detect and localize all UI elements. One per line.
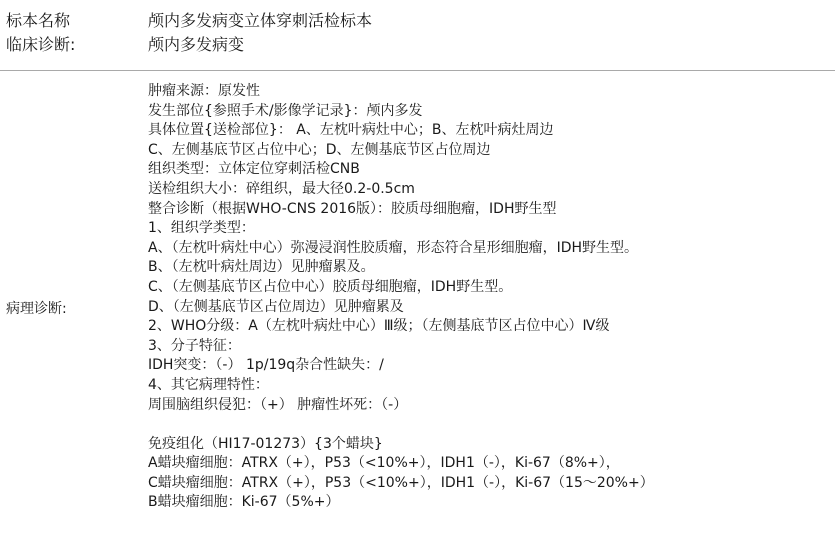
specimen-name-value: 颅内多发病变立体穿刺活检标本 — [148, 11, 373, 30]
diagnosis-line: D、（左侧基底节区占位周边）见肿瘤累及 — [148, 298, 404, 315]
diagnosis-line: 3、分子特征： — [148, 337, 241, 354]
diagnosis-line: 2、WHO分级：A（左枕叶病灶中心）Ⅲ级；（左侧基底节区占位中心）Ⅳ级 — [148, 318, 610, 335]
blank-line — [148, 415, 828, 435]
diagnosis-line: 4、其它病理特性： — [148, 376, 269, 393]
clinical-diagnosis-label: 临床诊断: — [6, 35, 76, 54]
clinical-diagnosis-value: 颅内多发病变 — [148, 35, 245, 54]
diagnosis-line: 整合诊断（根据WHO-CNS 2016版）：胶质母细胞瘤，IDH野生型 — [148, 200, 557, 217]
diagnosis-line: IDH突变：（-） 1p/19q杂合性缺失：/ — [148, 357, 384, 374]
diagnosis-line: C、（左侧基底节区占位中心）胶质母细胞瘤，IDH野生型。 — [148, 278, 513, 295]
ihc-line: A蜡块瘤细胞：ATRX（+），P53（<10%+），IDH1（-），Ki-67（8%+）， — [148, 455, 620, 472]
diagnosis-line: 周围脑组织侵犯：（+） 肿瘤性坏死：（-） — [148, 396, 408, 413]
diagnosis-line: B、（左枕叶病灶周边）见肿瘤累及。 — [148, 259, 375, 276]
diagnosis-line: C、左侧基底节区占位中心；D、左侧基底节区占位周边 — [148, 141, 491, 158]
specimen-name-label: 标本名称 — [6, 11, 71, 30]
ihc-line: C蜡块瘤细胞：ATRX（+），P53（<10%+），IDH1（-），Ki-67（15～20%+） — [148, 474, 654, 491]
ihc-line: 免疫组化（HI17-01273）{3个蜡块} — [148, 435, 383, 452]
diagnosis-line: 具体位置{送检部位}： A、左枕叶病灶中心；B、左枕叶病灶周边 — [148, 122, 554, 139]
diagnosis-line: A、（左枕叶病灶中心）弥漫浸润性胶质瘤，形态符合星形细胞瘤，IDH野生型。 — [148, 239, 639, 256]
diagnosis-line: 1、组织学类型： — [148, 220, 255, 237]
section-divider — [0, 70, 835, 71]
pathology-diagnosis-label: 病理诊断: — [6, 301, 67, 317]
pathology-diagnosis-body — [148, 82, 828, 513]
diagnosis-line: 发生部位{参照手术/影像学记录}：颅内多发 — [148, 102, 423, 119]
diagnosis-line: 组织类型：立体定位穿刺活检CNB — [148, 161, 360, 178]
diagnosis-line: 送检组织大小：碎组织，最大径0.2-0.5cm — [148, 180, 415, 197]
diagnosis-line: 肿瘤来源：原发性 — [148, 83, 260, 99]
ihc-line: B蜡块瘤细胞：Ki-67（5%+） — [148, 494, 340, 511]
